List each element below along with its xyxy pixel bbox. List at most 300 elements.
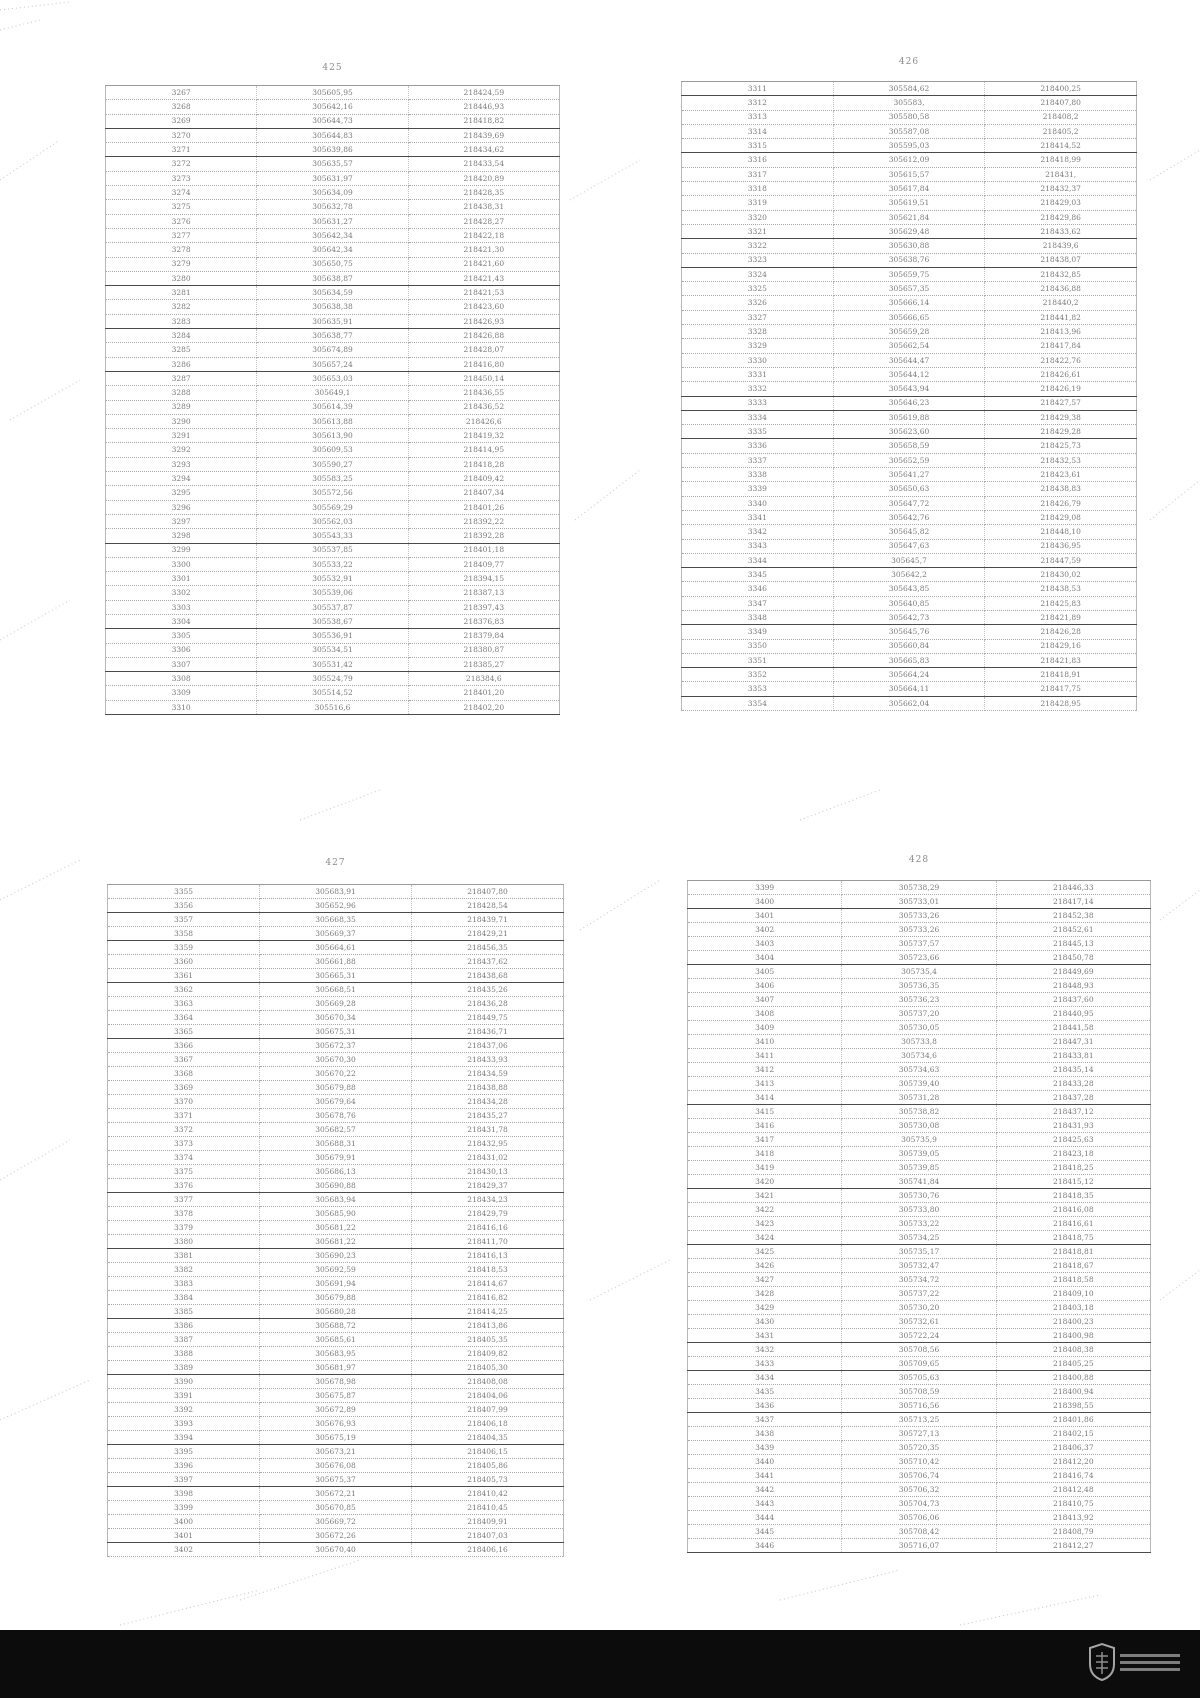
x-coordinate: 305516,6 xyxy=(257,700,408,714)
x-coordinate: 305681,97 xyxy=(260,1361,412,1375)
point-number: 3359 xyxy=(108,941,260,955)
point-number: 3310 xyxy=(106,700,257,714)
library-wordmark xyxy=(1120,1650,1180,1678)
x-coordinate: 305543,33 xyxy=(257,529,408,543)
table-row xyxy=(688,1343,1151,1357)
x-coordinate: 305710,42 xyxy=(842,1455,996,1469)
x-coordinate: 305659,75 xyxy=(833,267,985,281)
point-number: 3400 xyxy=(688,895,842,909)
point-number: 3364 xyxy=(108,1011,260,1025)
y-coordinate: 218436,88 xyxy=(985,282,1137,296)
x-coordinate: 305642,73 xyxy=(833,610,985,624)
y-coordinate: 218434,59 xyxy=(412,1067,564,1081)
x-coordinate: 305657,35 xyxy=(833,282,985,296)
point-number: 3433 xyxy=(688,1357,842,1371)
x-coordinate: 305524,79 xyxy=(257,672,408,686)
point-number: 3306 xyxy=(106,643,257,657)
point-number: 3273 xyxy=(106,171,257,185)
point-number: 3327 xyxy=(682,310,834,324)
point-number: 3357 xyxy=(108,913,260,927)
point-number: 3332 xyxy=(682,382,834,396)
point-number: 3366 xyxy=(108,1039,260,1053)
x-coordinate: 305650,75 xyxy=(257,257,408,271)
table-row xyxy=(682,696,1137,710)
table-row xyxy=(682,682,1137,696)
table-row xyxy=(108,1193,564,1207)
y-coordinate: 218439,69 xyxy=(408,128,559,142)
y-coordinate: 218376,83 xyxy=(408,614,559,628)
table-row xyxy=(688,1483,1151,1497)
point-number: 3377 xyxy=(108,1193,260,1207)
x-coordinate: 305670,34 xyxy=(260,1011,412,1025)
x-coordinate: 305669,37 xyxy=(260,927,412,941)
table-row xyxy=(108,1081,564,1095)
x-coordinate: 305690,23 xyxy=(260,1249,412,1263)
table-row xyxy=(682,410,1137,424)
point-number: 3446 xyxy=(688,1539,842,1553)
x-coordinate: 305676,08 xyxy=(260,1459,412,1473)
point-number: 3373 xyxy=(108,1137,260,1151)
point-number: 3309 xyxy=(106,686,257,700)
point-number: 3355 xyxy=(108,885,260,899)
x-coordinate: 305704,73 xyxy=(842,1497,996,1511)
table-row xyxy=(688,1091,1151,1105)
table-row xyxy=(682,310,1137,324)
x-coordinate: 305668,51 xyxy=(260,983,412,997)
x-coordinate: 305688,31 xyxy=(260,1137,412,1151)
x-coordinate: 305531,42 xyxy=(257,657,408,671)
y-coordinate: 218440,2 xyxy=(985,296,1137,310)
page-number: 427 xyxy=(325,858,346,868)
table-row xyxy=(106,300,560,314)
y-coordinate: 218428,54 xyxy=(412,899,564,913)
table-row xyxy=(688,993,1151,1007)
table-row xyxy=(106,543,560,557)
y-coordinate: 218426,19 xyxy=(985,382,1137,396)
x-coordinate: 305672,21 xyxy=(260,1487,412,1501)
point-number: 3271 xyxy=(106,143,257,157)
point-number: 3304 xyxy=(106,614,257,628)
x-coordinate: 305733,8 xyxy=(842,1035,996,1049)
point-number: 3370 xyxy=(108,1095,260,1109)
point-number: 3436 xyxy=(688,1399,842,1413)
table-row xyxy=(688,1455,1151,1469)
point-number: 3333 xyxy=(682,396,834,410)
y-coordinate: 218417,84 xyxy=(985,339,1137,353)
table-row xyxy=(682,124,1137,138)
y-coordinate: 218405,30 xyxy=(412,1361,564,1375)
x-coordinate: 305562,03 xyxy=(257,514,408,528)
x-coordinate: 305638,76 xyxy=(833,253,985,267)
x-coordinate: 305708,56 xyxy=(842,1343,996,1357)
y-coordinate: 218438,88 xyxy=(412,1081,564,1095)
table-row xyxy=(108,1165,564,1179)
table-row xyxy=(106,500,560,514)
y-coordinate: 218416,80 xyxy=(408,357,559,371)
table-row xyxy=(688,1511,1151,1525)
table-row xyxy=(688,1063,1151,1077)
y-coordinate: 218449,75 xyxy=(412,1011,564,1025)
x-coordinate: 305644,12 xyxy=(833,367,985,381)
y-coordinate: 218394,15 xyxy=(408,572,559,586)
x-coordinate: 305735,4 xyxy=(842,965,996,979)
y-coordinate: 218437,06 xyxy=(412,1039,564,1053)
point-number: 3323 xyxy=(682,253,834,267)
page-number: 428 xyxy=(908,855,930,865)
x-coordinate: 305734,6 xyxy=(842,1049,996,1063)
y-coordinate: 218401,26 xyxy=(408,500,559,514)
point-number: 3288 xyxy=(106,386,257,400)
table-row xyxy=(106,457,560,471)
x-coordinate: 305630,88 xyxy=(833,239,985,253)
table-row xyxy=(682,182,1137,196)
point-number: 3317 xyxy=(682,167,834,181)
x-coordinate: 305737,20 xyxy=(842,1007,996,1021)
table-row xyxy=(106,286,560,300)
y-coordinate: 218380,87 xyxy=(408,643,559,657)
y-coordinate: 218418,28 xyxy=(408,457,559,471)
x-coordinate: 305644,73 xyxy=(257,114,408,128)
y-coordinate: 218416,08 xyxy=(996,1203,1150,1217)
table-row xyxy=(682,653,1137,667)
table-row xyxy=(108,1361,564,1375)
x-coordinate: 305723,66 xyxy=(842,951,996,965)
point-number: 3401 xyxy=(688,909,842,923)
x-coordinate: 305645,76 xyxy=(833,625,985,639)
point-number: 3409 xyxy=(688,1021,842,1035)
point-number: 3335 xyxy=(682,425,834,439)
table-row xyxy=(108,1011,564,1025)
library-seal-icon xyxy=(1086,1642,1118,1682)
x-coordinate: 305733,26 xyxy=(842,909,996,923)
point-number: 3444 xyxy=(688,1511,842,1525)
y-coordinate: 218409,42 xyxy=(408,472,559,486)
table-row xyxy=(106,257,560,271)
y-coordinate: 218412,27 xyxy=(996,1539,1150,1553)
table-row xyxy=(108,1543,564,1557)
x-coordinate: 305619,88 xyxy=(833,410,985,424)
point-number: 3334 xyxy=(682,410,834,424)
x-coordinate: 305736,23 xyxy=(842,993,996,1007)
x-coordinate: 305632,78 xyxy=(257,200,408,214)
y-coordinate: 218417,75 xyxy=(985,682,1137,696)
point-number: 3360 xyxy=(108,955,260,969)
table-row xyxy=(682,553,1137,567)
y-coordinate: 218416,16 xyxy=(412,1221,564,1235)
point-number: 3419 xyxy=(688,1161,842,1175)
y-coordinate: 218438,83 xyxy=(985,482,1137,496)
point-number: 3410 xyxy=(688,1035,842,1049)
x-coordinate: 305706,74 xyxy=(842,1469,996,1483)
y-coordinate: 218436,55 xyxy=(408,386,559,400)
table-row xyxy=(682,596,1137,610)
table-row xyxy=(108,1137,564,1151)
x-coordinate: 305739,85 xyxy=(842,1161,996,1175)
x-coordinate: 305733,01 xyxy=(842,895,996,909)
x-coordinate: 305642,34 xyxy=(257,228,408,242)
table-row xyxy=(682,468,1137,482)
x-coordinate: 305688,72 xyxy=(260,1319,412,1333)
table-row xyxy=(108,1249,564,1263)
table-row xyxy=(688,1231,1151,1245)
x-coordinate: 305514,52 xyxy=(257,686,408,700)
point-number: 3392 xyxy=(108,1403,260,1417)
table-row xyxy=(688,909,1151,923)
point-number: 3420 xyxy=(688,1175,842,1189)
y-coordinate: 218400,94 xyxy=(996,1385,1150,1399)
point-number: 3299 xyxy=(106,543,257,557)
point-number: 3342 xyxy=(682,525,834,539)
point-number: 3376 xyxy=(108,1179,260,1193)
point-number: 3277 xyxy=(106,228,257,242)
x-coordinate: 305652,96 xyxy=(260,899,412,913)
table-row xyxy=(108,1431,564,1445)
x-coordinate: 305734,63 xyxy=(842,1063,996,1077)
table-row xyxy=(106,529,560,543)
point-number: 3368 xyxy=(108,1067,260,1081)
table-row xyxy=(682,96,1137,110)
point-number: 3320 xyxy=(682,210,834,224)
table-row xyxy=(688,1049,1151,1063)
y-coordinate: 218421,89 xyxy=(985,610,1137,624)
table-row xyxy=(106,614,560,628)
y-coordinate: 218431,93 xyxy=(996,1119,1150,1133)
x-coordinate: 305670,30 xyxy=(260,1053,412,1067)
table-row xyxy=(106,143,560,157)
point-number: 3441 xyxy=(688,1469,842,1483)
y-coordinate: 218438,53 xyxy=(985,582,1137,596)
y-coordinate: 218438,68 xyxy=(412,969,564,983)
table-row xyxy=(106,443,560,457)
x-coordinate: 305619,51 xyxy=(833,196,985,210)
x-coordinate: 305635,91 xyxy=(257,314,408,328)
x-coordinate: 305665,83 xyxy=(833,653,985,667)
table-row xyxy=(108,1095,564,1109)
table-row xyxy=(108,1207,564,1221)
point-number: 3413 xyxy=(688,1077,842,1091)
table-row xyxy=(688,1385,1151,1399)
x-coordinate: 305635,57 xyxy=(257,157,408,171)
y-coordinate: 218413,92 xyxy=(996,1511,1150,1525)
point-number: 3329 xyxy=(682,339,834,353)
y-coordinate: 218436,71 xyxy=(412,1025,564,1039)
x-coordinate: 305732,61 xyxy=(842,1315,996,1329)
y-coordinate: 218429,86 xyxy=(985,210,1137,224)
x-coordinate: 305678,98 xyxy=(260,1375,412,1389)
x-coordinate: 305706,06 xyxy=(842,1511,996,1525)
table-row xyxy=(106,128,560,142)
table-row xyxy=(108,1487,564,1501)
point-number: 3426 xyxy=(688,1259,842,1273)
table-row xyxy=(688,1147,1151,1161)
y-coordinate: 218431,02 xyxy=(412,1151,564,1165)
point-number: 3363 xyxy=(108,997,260,1011)
y-coordinate: 218445,13 xyxy=(996,937,1150,951)
x-coordinate: 305709,65 xyxy=(842,1357,996,1371)
point-number: 3316 xyxy=(682,153,834,167)
y-coordinate: 218405,25 xyxy=(996,1357,1150,1371)
point-number: 3379 xyxy=(108,1221,260,1235)
point-number: 3402 xyxy=(688,923,842,937)
x-coordinate: 305642,16 xyxy=(257,100,408,114)
x-coordinate: 305739,05 xyxy=(842,1147,996,1161)
point-number: 3282 xyxy=(106,300,257,314)
point-number: 3395 xyxy=(108,1445,260,1459)
x-coordinate: 305738,29 xyxy=(842,881,996,895)
table-row xyxy=(682,425,1137,439)
y-coordinate: 218400,98 xyxy=(996,1329,1150,1343)
x-coordinate: 305615,57 xyxy=(833,167,985,181)
point-number: 3280 xyxy=(106,271,257,285)
x-coordinate: 305737,22 xyxy=(842,1287,996,1301)
y-coordinate: 218432,95 xyxy=(412,1137,564,1151)
point-number: 3340 xyxy=(682,496,834,510)
point-number: 3380 xyxy=(108,1235,260,1249)
table-row xyxy=(682,296,1137,310)
x-coordinate: 305572,56 xyxy=(257,486,408,500)
y-coordinate: 218421,43 xyxy=(408,271,559,285)
point-number: 3308 xyxy=(106,672,257,686)
x-coordinate: 305675,37 xyxy=(260,1473,412,1487)
point-number: 3326 xyxy=(682,296,834,310)
y-coordinate: 218408,79 xyxy=(996,1525,1150,1539)
x-coordinate: 305640,85 xyxy=(833,596,985,610)
y-coordinate: 218446,93 xyxy=(408,100,559,114)
y-coordinate: 218447,31 xyxy=(996,1035,1150,1049)
point-number: 3279 xyxy=(106,257,257,271)
table-row xyxy=(688,1539,1151,1553)
x-coordinate: 305662,54 xyxy=(833,339,985,353)
point-number: 3307 xyxy=(106,657,257,671)
table-row xyxy=(688,1035,1151,1049)
x-coordinate: 305641,27 xyxy=(833,468,985,482)
y-coordinate: 218418,25 xyxy=(996,1161,1150,1175)
x-coordinate: 305692,59 xyxy=(260,1263,412,1277)
x-coordinate: 305691,94 xyxy=(260,1277,412,1291)
point-number: 3330 xyxy=(682,353,834,367)
y-coordinate: 218441,58 xyxy=(996,1021,1150,1035)
table-row xyxy=(682,139,1137,153)
y-coordinate: 218409,10 xyxy=(996,1287,1150,1301)
x-coordinate: 305673,21 xyxy=(260,1445,412,1459)
point-number: 3291 xyxy=(106,429,257,443)
y-coordinate: 218405,86 xyxy=(412,1459,564,1473)
y-coordinate: 218439,6 xyxy=(985,239,1137,253)
point-number: 3424 xyxy=(688,1231,842,1245)
point-number: 3354 xyxy=(682,696,834,710)
point-number: 3439 xyxy=(688,1441,842,1455)
y-coordinate: 218409,77 xyxy=(408,557,559,571)
y-coordinate: 218402,15 xyxy=(996,1427,1150,1441)
point-number: 3425 xyxy=(688,1245,842,1259)
y-coordinate: 218422,76 xyxy=(985,353,1137,367)
table-row xyxy=(106,486,560,500)
table-row xyxy=(682,224,1137,238)
point-number: 3421 xyxy=(688,1189,842,1203)
ledger-page xyxy=(105,63,560,763)
x-coordinate: 305644,47 xyxy=(833,353,985,367)
scanner-edge-band xyxy=(0,1630,1200,1698)
x-coordinate: 305649,1 xyxy=(257,386,408,400)
y-coordinate: 218433,81 xyxy=(996,1049,1150,1063)
point-number: 3269 xyxy=(106,114,257,128)
point-number: 3300 xyxy=(106,557,257,571)
x-coordinate: 305690,88 xyxy=(260,1179,412,1193)
point-number: 3292 xyxy=(106,443,257,457)
table-row xyxy=(108,941,564,955)
point-number: 3386 xyxy=(108,1319,260,1333)
table-row xyxy=(688,1259,1151,1273)
point-number: 3294 xyxy=(106,472,257,486)
table-row xyxy=(108,955,564,969)
table-row xyxy=(682,482,1137,496)
y-coordinate: 218428,95 xyxy=(985,696,1137,710)
y-coordinate: 218400,25 xyxy=(985,82,1137,96)
table-row xyxy=(106,557,560,571)
point-number: 3400 xyxy=(108,1515,260,1529)
point-number: 3319 xyxy=(682,196,834,210)
table-row xyxy=(108,1515,564,1529)
x-coordinate: 305617,84 xyxy=(833,182,985,196)
y-coordinate: 218452,38 xyxy=(996,909,1150,923)
y-coordinate: 218402,20 xyxy=(408,700,559,714)
x-coordinate: 305613,88 xyxy=(257,414,408,428)
x-coordinate: 305720,35 xyxy=(842,1441,996,1455)
table-row xyxy=(682,496,1137,510)
y-coordinate: 218397,43 xyxy=(408,600,559,614)
table-row xyxy=(106,171,560,185)
y-coordinate: 218435,14 xyxy=(996,1063,1150,1077)
x-coordinate: 305647,72 xyxy=(833,496,985,510)
point-number: 3311 xyxy=(682,82,834,96)
table-row xyxy=(682,568,1137,582)
table-row xyxy=(682,510,1137,524)
point-number: 3422 xyxy=(688,1203,842,1217)
table-row xyxy=(682,167,1137,181)
point-number: 3290 xyxy=(106,414,257,428)
y-coordinate: 218441,82 xyxy=(985,310,1137,324)
point-number: 3351 xyxy=(682,653,834,667)
ledger-page xyxy=(107,858,564,1558)
x-coordinate: 305662,04 xyxy=(833,696,985,710)
point-number: 3339 xyxy=(682,482,834,496)
table-row xyxy=(106,228,560,242)
x-coordinate: 305533,22 xyxy=(257,557,408,571)
point-number: 3438 xyxy=(688,1427,842,1441)
x-coordinate: 305629,48 xyxy=(833,224,985,238)
y-coordinate: 218414,25 xyxy=(412,1305,564,1319)
x-coordinate: 305708,59 xyxy=(842,1385,996,1399)
table-row xyxy=(106,357,560,371)
table-row xyxy=(682,239,1137,253)
table-row xyxy=(108,1179,564,1193)
table-row xyxy=(106,429,560,443)
y-coordinate: 218418,91 xyxy=(985,668,1137,682)
y-coordinate: 218407,80 xyxy=(985,96,1137,110)
table-row xyxy=(108,899,564,913)
point-number: 3302 xyxy=(106,586,257,600)
x-coordinate: 305532,91 xyxy=(257,572,408,586)
x-coordinate: 305613,90 xyxy=(257,429,408,443)
x-coordinate: 305675,31 xyxy=(260,1025,412,1039)
point-number: 3428 xyxy=(688,1287,842,1301)
point-number: 3387 xyxy=(108,1333,260,1347)
y-coordinate: 218426,88 xyxy=(408,329,559,343)
point-number: 3318 xyxy=(682,182,834,196)
y-coordinate: 218416,13 xyxy=(412,1249,564,1263)
table-row xyxy=(108,1277,564,1291)
y-coordinate: 218436,95 xyxy=(985,539,1137,553)
